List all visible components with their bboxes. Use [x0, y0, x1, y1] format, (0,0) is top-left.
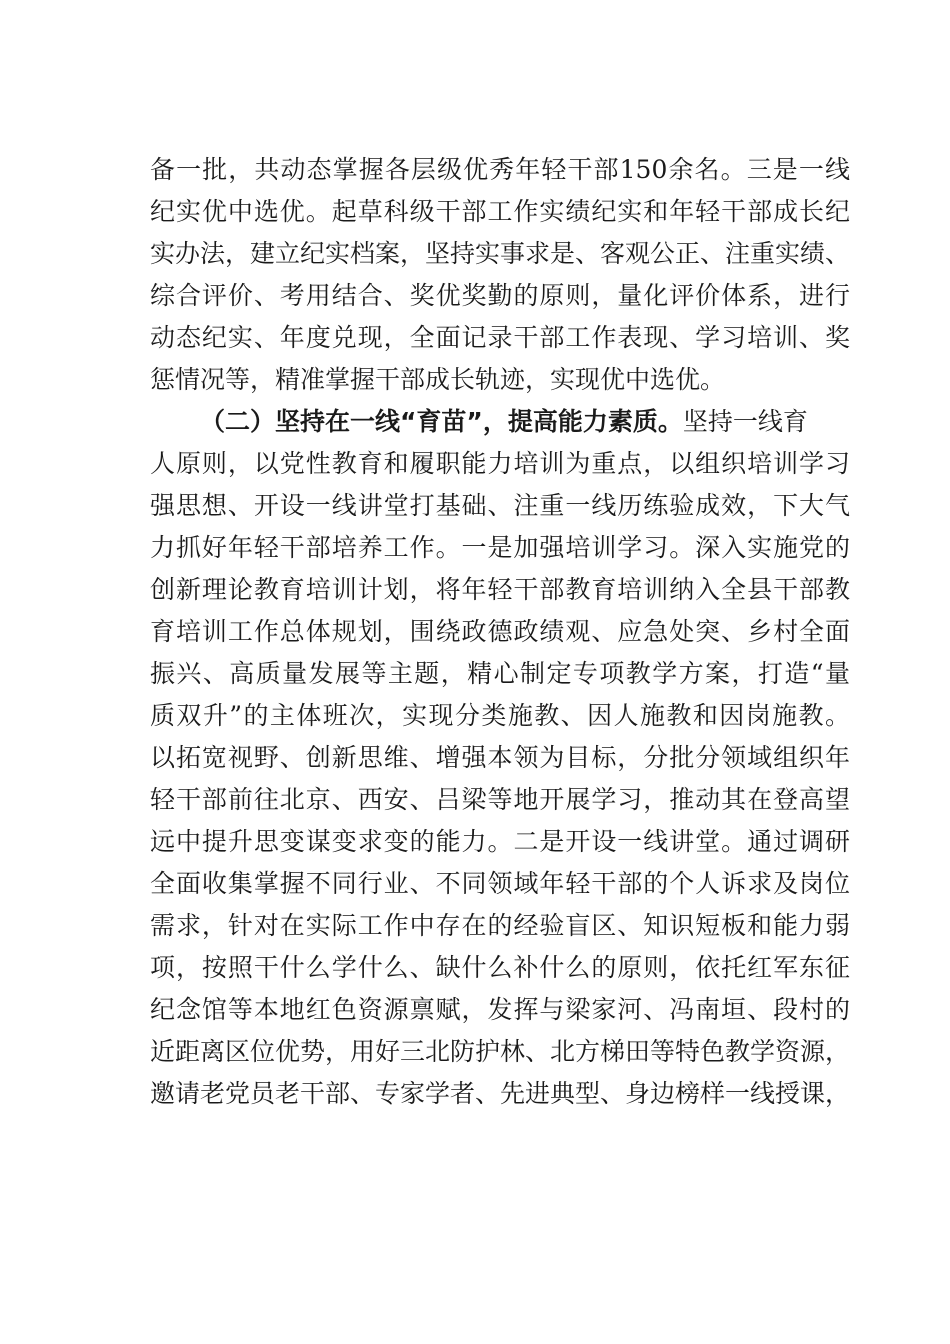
paragraph-line: 质双升”的主体班次，实现分类施教、因人施教和因岗施教。 — [150, 701, 850, 730]
paragraph-line: 纪实优中选优。起草科级干部工作实绩纪实和年轻干部成长纪 — [150, 197, 850, 226]
paragraph-line: 需求，针对在实际工作中存在的经验盲区、知识短板和能力弱 — [150, 911, 850, 940]
paragraph-line: 邀请老党员老干部、专家学者、先进典型、身边榜样一线授课， — [150, 1079, 851, 1108]
paragraph-line: 惩情况等，精准掌握干部成长轨迹，实现优中选优。 — [150, 365, 726, 394]
paragraph-line: 纪念馆等本地红色资源禀赋，发挥与梁家河、冯南垣、段村的 — [150, 995, 850, 1024]
paragraph-line: 实办法，建立纪实档案，坚持实事求是、客观公正、注重实绩、 — [150, 239, 851, 268]
paragraph-line: 强思想、开设一线讲堂打基础、注重一线历练验成效，下大气 — [150, 491, 850, 520]
paragraph-line: 近距离区位优势，用好三北防护林、北方梯田等特色教学资源， — [150, 1037, 851, 1066]
paragraph-line: 全面收集掌握不同行业、不同领域年轻干部的个人诉求及岗位 — [150, 869, 850, 898]
paragraph-line: 人原则，以党性教育和履职能力培训为重点，以组织培训学习 — [150, 449, 850, 478]
paragraph-line: 远中提升思变谋变求变的能力。二是开设一线讲堂。通过调研 — [150, 827, 850, 856]
paragraph-line: 振兴、高质量发展等主题，精心制定专项教学方案，打造“量 — [150, 659, 850, 688]
paragraph-line: 力抓好年轻干部培养工作。一是加强培训学习。深入实施党的 — [150, 533, 850, 562]
paragraph-line: 创新理论教育培训计划，将年轻干部教育培训纳入全县干部教 — [150, 575, 850, 604]
paragraph-line: 轻干部前往北京、西安、吕梁等地开展学习，推动其在登高望 — [150, 785, 850, 814]
paragraph-line: 育培训工作总体规划，围绕政德政绩观、应急处突、乡村全面 — [150, 617, 850, 646]
section-heading: （二）坚持在一线“育苗”，提高能力素质。 — [200, 407, 683, 436]
paragraph-line: 以拓宽视野、创新思维、增强本领为目标，分批分领域组织年 — [150, 743, 850, 772]
section-heading-line — [150, 402, 850, 442]
paragraph-line: 综合评价、考用结合、奖优奖勤的原则，量化评价体系，进行 — [150, 281, 850, 310]
paragraph-line: 备一批，共动态掌握各层级优秀年轻干部150余名。三是一线 — [150, 155, 850, 184]
paragraph-line: 动态纪实、年度兑现，全面记录干部工作表现、学习培训、奖 — [150, 323, 850, 352]
section-heading-trailing-text: 坚持一线育 — [682, 407, 808, 436]
paragraph-line: 项，按照干什么学什么、缺什么补什么的原则，依托红军东征 — [150, 953, 850, 982]
